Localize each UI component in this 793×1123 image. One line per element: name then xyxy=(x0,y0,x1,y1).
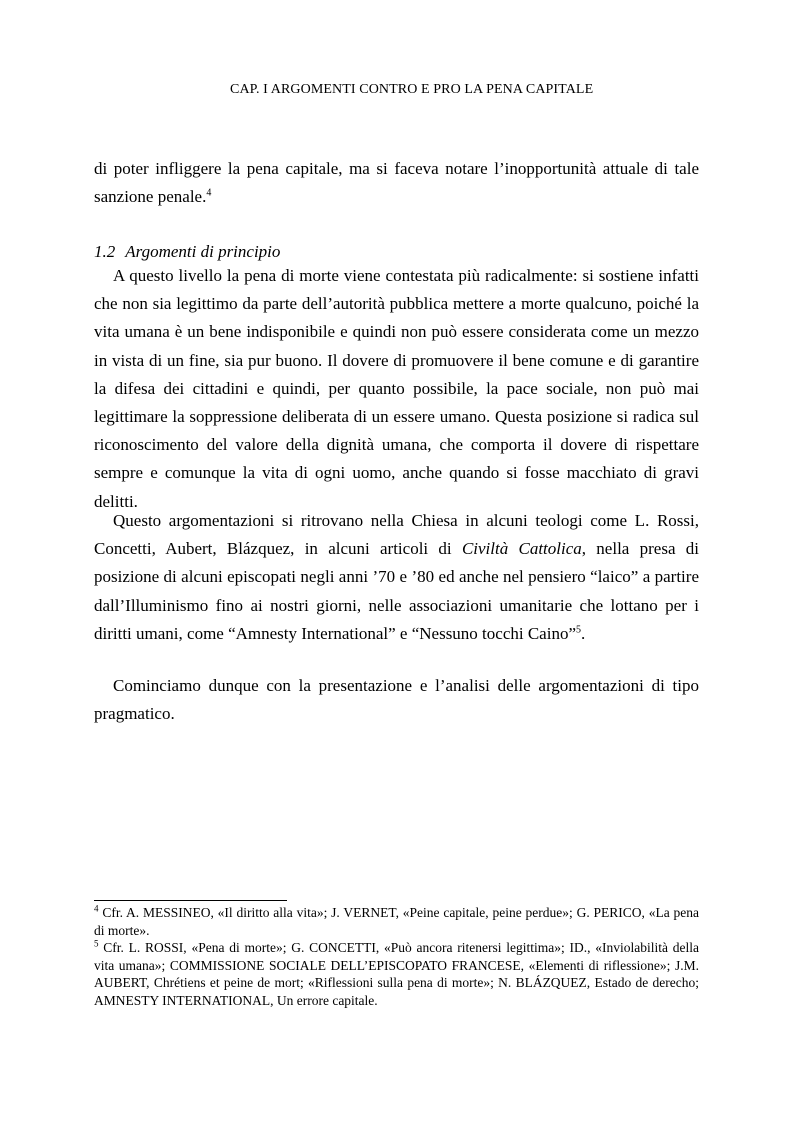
footnote-ref: 4 xyxy=(206,187,212,199)
paragraph-end: . xyxy=(581,623,586,643)
running-head: CAP. I ARGOMENTI CONTRO E PRO LA PENA CAPITALE xyxy=(230,82,594,97)
paragraph-principle: A questo livello la pena di morte viene contestata più radicalmente: si sostiene infatti che non sia legittimo da parte dell’autorità pubblica mettere a morte qualcuno, poiché la vita umana è un bene indisponibile e quindi non può essere considerata come un mezzo in vista di un fine, sia pur buono. Il dovere di promuovere il bene comune e di garantire la difesa dei cittadini e quindi, per quanto possibile, la pace sociale, non può mai legittimare la soppressione deliberata di un essere umano. Questa posizione si radica sul riconoscimento del valore della dignità umana, che comporta il dovere di rispettare sempre e comunque la vita di ogni uomo, anche quando si fosse macchiato di gravi delitti. xyxy=(94,266,699,511)
footnote-5 xyxy=(94,939,699,1009)
footnote-ref: 5 xyxy=(576,624,581,636)
paragraph-text-after: , nella presa di posizione di alcuni episcopati negli anni ’70 e ’80 ed anche nel pensiero “laico” a partire dall’Illuminismo fino ai nostri giorni, nelle associazioni umanitarie che lottano per i diritti umani, come “Amnesty International” e “Nessuno tocchi Caino” xyxy=(94,539,699,643)
paragraph-text-before: Questo argomentazioni si ritrovano nella Chiesa in alcuni teologi come L. Rossi, Concetti, Aubert, Blázquez, in alcuni articoli di xyxy=(94,511,699,559)
section-number: 1.2 xyxy=(94,242,116,261)
footnote-divider xyxy=(94,900,287,901)
paragraph-continuation xyxy=(94,155,699,211)
footnote-number: 4 xyxy=(94,903,99,914)
journal-title: Civiltà Cattolica xyxy=(461,539,582,559)
paragraph-conclusion: Cominciamo dunque con la presentazione e l’analisi delle argomentazioni di tipo pragmatico. xyxy=(94,676,699,724)
footnotes xyxy=(94,904,699,1010)
paragraph-sources xyxy=(94,507,699,648)
footnote-number: 5 xyxy=(94,938,99,949)
paragraph-text: di poter infliggere la pena capitale, ma si faceva notare l’inopportunità attuale di tale sanzione penale. xyxy=(94,159,699,207)
footnote-4 xyxy=(94,904,699,939)
footnote-text: Cfr. A. MESSINEO, «Il diritto alla vita»; J. VERNET, «Peine capitale, peine perdue»; G. PERICO, «La pena di morte». xyxy=(94,905,700,938)
footnote-text: Cfr. L. ROSSI, «Pena di morte»; G. CONCETTI, «Può ancora ritenersi legittima»; ID., «Inviolabilità della vita umana»; COMMISSIONE SOCIALE DELL’EPISCOPATO FRANCESE, «Elementi di riflessione»; J.M. AUBERT, Chrétiens et peine de mort; «Riflessioni sulla pena di morte»; N. BLÁZQUEZ, Estado de derecho; AMNESTY INTERNATIONAL, Un errore capitale. xyxy=(94,940,699,1008)
section-heading xyxy=(94,242,280,262)
section-title: Argomenti di principio xyxy=(125,242,281,261)
